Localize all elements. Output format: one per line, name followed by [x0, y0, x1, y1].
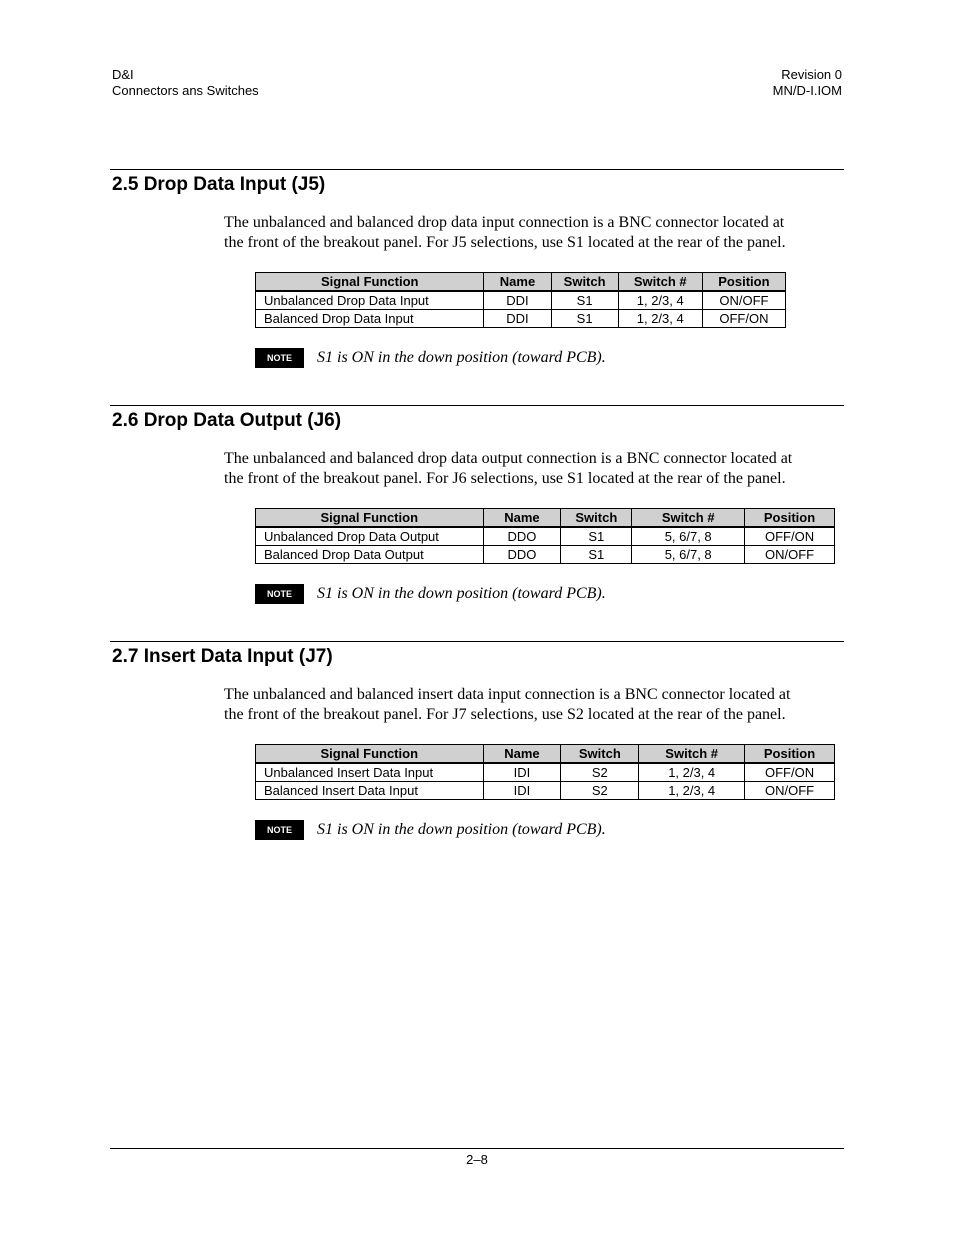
table-cell: S1: [561, 527, 632, 546]
switch-table: [255, 744, 835, 800]
note-badge: NOTE: [255, 820, 304, 840]
manual-number: MN/D-I.IOM: [772, 83, 842, 98]
section-paragraph: [224, 685, 839, 725]
column-header: Signal Function: [256, 509, 484, 528]
table-row: [256, 527, 835, 546]
page-number: 2–8: [466, 1152, 488, 1167]
section-heading: 2.7 Insert Data Input (J7): [112, 646, 333, 667]
table-cell: S2: [561, 763, 639, 782]
note-text: S1 is ON in the down position (toward PCB).: [317, 349, 606, 366]
table-row: [256, 546, 835, 564]
switch-table: [255, 508, 835, 564]
column-header: Signal Function: [256, 745, 484, 764]
note-badge: NOTE: [255, 584, 304, 604]
table-cell: Balanced Drop Data Input: [256, 310, 484, 328]
section-divider: [110, 169, 844, 170]
table-row: [256, 763, 835, 782]
paragraph-line: the front of the breakout panel. For J6 selections, use S1 located at the rear of the panel.: [224, 470, 786, 487]
table-cell: S2: [561, 782, 639, 800]
column-header: Name: [483, 509, 561, 528]
table-cell: Balanced Drop Data Output: [256, 546, 484, 564]
doc-title: D&I: [112, 67, 134, 82]
table-row: [256, 782, 835, 800]
table-cell: 5, 6/7, 8: [632, 546, 745, 564]
section-heading: 2.6 Drop Data Output (J6): [112, 410, 342, 431]
table-cell: DDI: [484, 291, 551, 310]
table-cell: ON/OFF: [745, 546, 835, 564]
column-header: Name: [483, 745, 561, 764]
table-cell: IDI: [483, 782, 561, 800]
column-header: Switch: [551, 273, 618, 292]
paragraph-line: the front of the breakout panel. For J5 selections, use S1 located at the rear of the panel.: [224, 234, 786, 251]
table-cell: OFF/ON: [745, 763, 835, 782]
table-row: [256, 291, 786, 310]
column-header: Switch #: [618, 273, 702, 292]
paragraph-line: The unbalanced and balanced insert data input connection is a BNC connector located at: [224, 686, 791, 703]
note: [255, 347, 606, 369]
paragraph-line: the front of the breakout panel. For J7 selections, use S2 located at the rear of the panel.: [224, 706, 786, 723]
column-header: Switch: [561, 745, 639, 764]
switch-table: [255, 272, 786, 328]
table-cell: DDO: [483, 527, 561, 546]
table-cell: S1: [561, 546, 632, 564]
table-cell: 1, 2/3, 4: [639, 782, 745, 800]
table-cell: DDO: [483, 546, 561, 564]
revision: Revision 0: [781, 67, 842, 82]
chapter-title: Connectors ans Switches: [112, 83, 259, 98]
column-header: Signal Function: [256, 273, 484, 292]
table-cell: S1: [551, 310, 618, 328]
note-badge: NOTE: [255, 348, 304, 368]
table-row: [256, 310, 786, 328]
table-header-row: [256, 509, 835, 528]
running-header-left: [112, 67, 259, 99]
column-header: Position: [745, 509, 835, 528]
table-header-row: [256, 273, 786, 292]
table-cell: IDI: [483, 763, 561, 782]
table-cell: Balanced Insert Data Input: [256, 782, 484, 800]
column-header: Position: [745, 745, 835, 764]
running-header-right: [773, 67, 842, 99]
table-cell: S1: [551, 291, 618, 310]
column-header: Switch #: [632, 509, 745, 528]
column-header: Position: [702, 273, 785, 292]
table-cell: DDI: [484, 310, 551, 328]
table-cell: 1, 2/3, 4: [618, 291, 702, 310]
table-header-row: [256, 745, 835, 764]
paragraph-line: The unbalanced and balanced drop data output connection is a BNC connector located at: [224, 450, 793, 467]
table-cell: 1, 2/3, 4: [639, 763, 745, 782]
note-text: S1 is ON in the down position (toward PCB).: [317, 821, 606, 838]
table-cell: ON/OFF: [745, 782, 835, 800]
column-header: Switch #: [639, 745, 745, 764]
paragraph-line: The unbalanced and balanced drop data input connection is a BNC connector located at: [224, 214, 785, 231]
table-cell: Unbalanced Drop Data Output: [256, 527, 484, 546]
column-header: Switch: [561, 509, 632, 528]
table-cell: Unbalanced Insert Data Input: [256, 763, 484, 782]
section-divider: [110, 641, 844, 642]
table-cell: 5, 6/7, 8: [632, 527, 745, 546]
table-cell: Unbalanced Drop Data Input: [256, 291, 484, 310]
note-text: S1 is ON in the down position (toward PCB).: [317, 585, 606, 602]
footer-divider: [110, 1148, 844, 1149]
section-paragraph: [224, 213, 839, 253]
note: [255, 819, 606, 841]
section-divider: [110, 405, 844, 406]
section-paragraph: [224, 449, 839, 489]
table-cell: OFF/ON: [702, 310, 785, 328]
table-cell: 1, 2/3, 4: [618, 310, 702, 328]
section-heading: 2.5 Drop Data Input (J5): [112, 174, 326, 195]
note: [255, 583, 606, 605]
table-cell: OFF/ON: [745, 527, 835, 546]
column-header: Name: [484, 273, 551, 292]
table-cell: ON/OFF: [702, 291, 785, 310]
